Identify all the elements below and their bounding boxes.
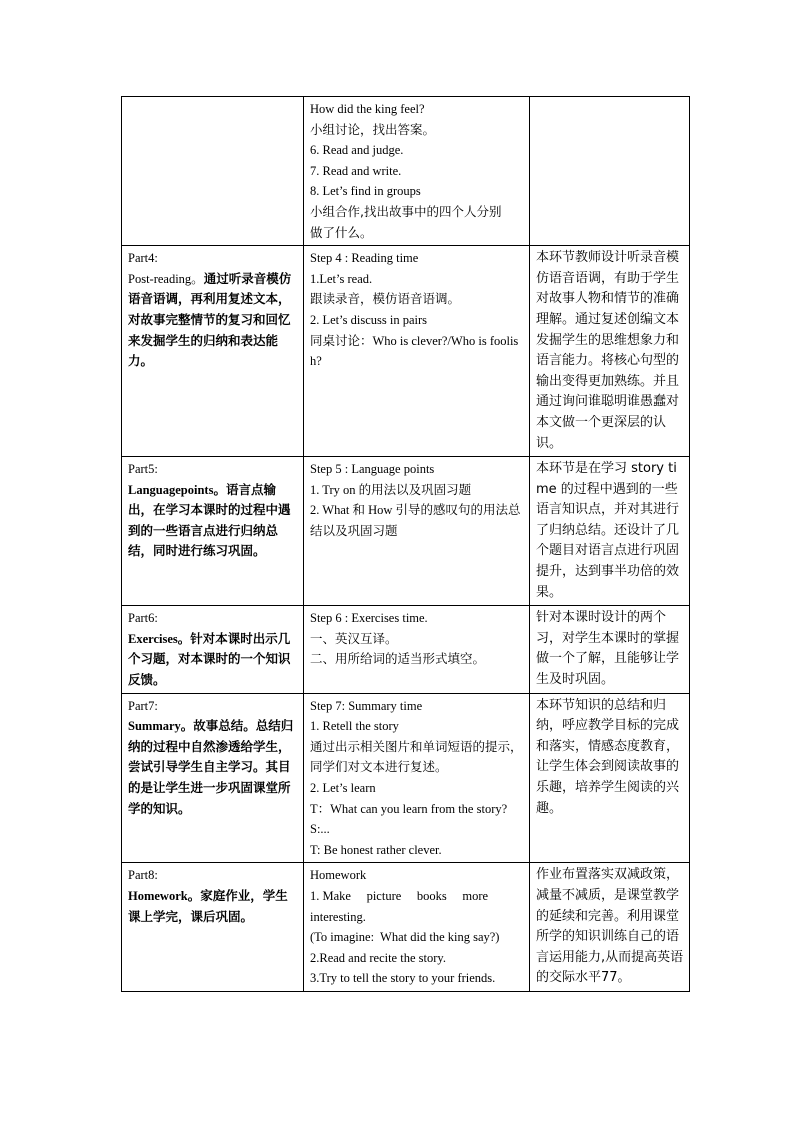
step-line: 跟读录音，模仿语音语调。	[310, 291, 461, 307]
stage-cell	[122, 606, 304, 693]
purpose-cell	[530, 97, 690, 246]
purpose-cell	[530, 863, 690, 992]
step-line: 1. Make picture books more	[310, 888, 489, 903]
stage-cell	[122, 457, 304, 606]
steps-cell	[304, 863, 530, 992]
step-line: 8. Let’s find in groups	[310, 184, 421, 199]
stage-cell	[122, 97, 304, 246]
step-line: 一、英汉互译。	[310, 630, 398, 646]
step-line: 1. Retell the story	[310, 719, 399, 734]
step-line: 6. Read and judge.	[310, 143, 404, 158]
part-lead: Languagepoints。	[128, 482, 226, 497]
step-line: 2. Let’s learn	[310, 781, 376, 795]
step-line: Step 5 : Language points	[310, 462, 435, 477]
part-label: Part4:	[128, 251, 158, 266]
step-line: T：What can you learn from the story?	[310, 801, 508, 816]
step-line: 7. Read and write.	[310, 163, 402, 178]
steps-cell	[304, 606, 530, 693]
step-line: 1. Try on 的用法以及巩固习题	[310, 482, 472, 497]
step-line: 1.Let’s read.	[310, 271, 373, 286]
step-line: 2. What 和 How 引导的感叹句的用法总结以及巩固习题	[310, 503, 521, 538]
stage-cell	[122, 863, 304, 992]
step-line: Homework	[310, 868, 367, 883]
step-line: 做了什么。	[310, 224, 373, 240]
part-label: Part8:	[128, 868, 158, 883]
step-line: Step 4 : Reading time	[310, 251, 419, 266]
step-line: 2. Let’s discuss in pairs	[310, 312, 428, 327]
part-label: Part6:	[128, 611, 158, 626]
steps-cell	[304, 246, 530, 457]
step-line: S:...	[310, 822, 330, 837]
step-line: 同桌讨论：Who is clever?/Who is foolish?	[310, 333, 519, 369]
lesson-plan-table	[121, 96, 690, 992]
table-row	[122, 693, 690, 863]
step-line: How did the king feel?	[310, 102, 425, 116]
purpose-text: 本环节教师设计听录音模仿语音语调，有助于学生对故事人物和情节的准确理解。通过复述创编文本发掘学生的思维想象力和语言能力。将核心句型的输出变得更加熟练。并且通过询问谁聪明谁愚蠢对本文做一个更深层的认识。	[536, 250, 680, 451]
step-line: 小组讨论，找出答案。	[310, 121, 436, 137]
part-lead: Exercises。	[128, 631, 191, 646]
part-description: 家庭作业，学生课上学完，课后巩固。	[128, 887, 288, 924]
step-line: Step 7: Summary time	[310, 698, 423, 713]
step-line: interesting.	[310, 909, 366, 924]
purpose-text: 作业布置落实双减政策，减量不减质，是课堂教学的延续和完善。利用课堂所学的知识训练自己的语言运用能力,从而提高英语的交际水平77。	[536, 867, 684, 986]
step-line: 3.Try to tell the story to your friends.	[310, 971, 496, 986]
steps-cell	[304, 457, 530, 606]
steps-cell	[304, 97, 530, 246]
part-description: 语言点输出，在学习本课时的过程中遇到的一些语言点进行归纳总结，同时进行练习巩固。	[128, 481, 291, 559]
purpose-cell	[530, 246, 690, 457]
step-line: 小组合作,找出故事中的四个人分别	[310, 203, 502, 219]
part-lead: Summary。	[128, 719, 194, 734]
purpose-text: 本环节知识的总结和归纳，呼应教学目标的完成和落实，情感态度教育，让学生体会到阅读故事的乐趣，培养学生阅读的兴趣。	[536, 697, 680, 816]
part-description: 针对本课时出示几个习题，对本课时的一个知识反馈。	[128, 630, 291, 688]
table-row	[122, 97, 690, 246]
step-line: 二、用所给词的适当形式填空。	[310, 651, 486, 667]
step-line: 2.Read and recite the story.	[310, 950, 446, 965]
step-line: (To imagine: What did the king say?)	[310, 930, 500, 945]
step-line: Step 6 : Exercises time.	[310, 611, 428, 626]
part-lead: Homework。	[128, 888, 201, 903]
table-row	[122, 863, 690, 992]
step-line: T: Be honest rather clever.	[310, 842, 442, 857]
purpose-cell	[530, 693, 690, 863]
table-row	[122, 246, 690, 457]
purpose-text: 本环节是在学习 story time 的过程中遇到的一些语言知识点，并对其进行了归纳总结。还设计了几个题目对语言点进行巩固提升，达到事半功倍的效果。	[536, 461, 680, 600]
stage-cell	[122, 246, 304, 457]
part-description: 故事总结。总结归纳的过程中自然渗透给学生，尝试引导学生自主学习。其目的是让学生进一步巩固课堂所学的知识。	[128, 718, 294, 816]
part-label: Part7:	[128, 698, 158, 713]
part-description: 通过听录音模仿语音语调，再利用复述文本，对故事完整情节的复习和回忆来发掘学生的归纳和表达能力。	[128, 270, 292, 369]
purpose-cell	[530, 606, 690, 693]
table-row	[122, 457, 690, 606]
purpose-text: 针对本课时设计的两个习，对学生本课时的掌握做一个了解，且能够让学生及时巩固。	[536, 610, 680, 688]
part-label: Part5:	[128, 462, 158, 477]
steps-cell	[304, 693, 530, 863]
purpose-cell	[530, 457, 690, 606]
step-line: 通过出示相关图片和单词短语的提示，同学们对文本进行复述。	[310, 738, 523, 775]
stage-cell	[122, 693, 304, 863]
part-lead: Post-reading。	[128, 271, 204, 286]
table-row	[122, 606, 690, 693]
